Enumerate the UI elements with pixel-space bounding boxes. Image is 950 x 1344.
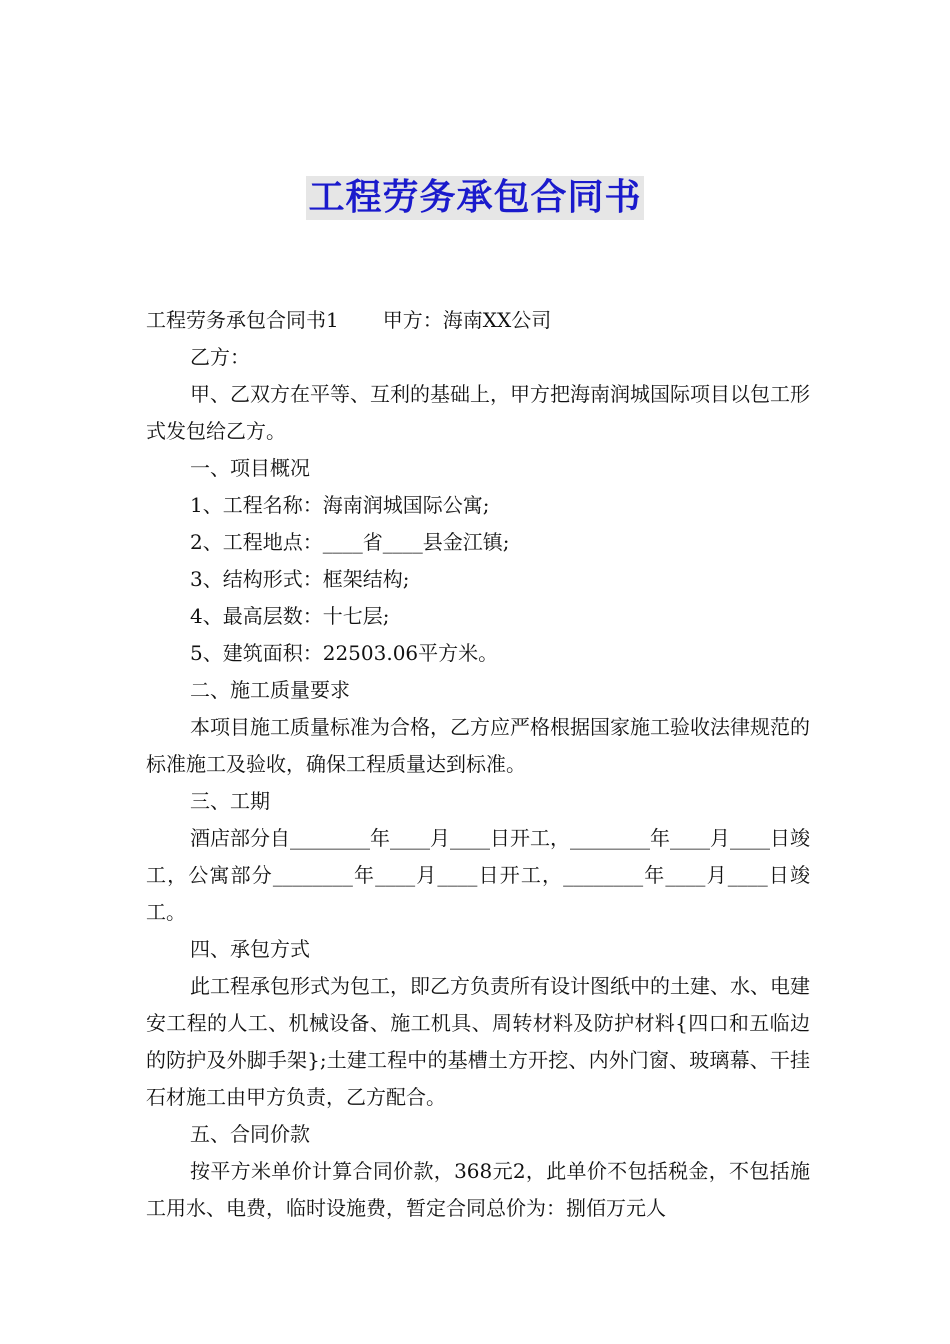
header-left: 工程劳务承包合同书1 [146, 308, 339, 332]
section-heading-method: 四、承包方式 [190, 937, 310, 961]
quality-paragraph: 本项目施工质量标准为合格，乙方应严格根据国家施工验收法律规范的标准施工及验收，确保工程质量达到标准。 [146, 715, 810, 776]
overview-item: 2、工程地点：____省____县金江镇; [190, 530, 510, 554]
title-wrap [0, 176, 950, 220]
section-heading-price: 五、合同价款 [190, 1122, 310, 1146]
intro-paragraph: 甲、乙双方在平等、互利的基础上，甲方把海南润城国际项目以包工形式发包给乙方。 [146, 382, 810, 443]
header-right: 甲方：海南XX公司 [382, 308, 552, 332]
section-heading-overview: 一、项目概况 [190, 456, 310, 480]
party-b-line: 乙方： [190, 345, 250, 369]
document-body [146, 302, 810, 1227]
overview-item: 3、结构形式：框架结构; [190, 567, 410, 591]
document-title: 工程劳务承包合同书 [308, 177, 642, 218]
price-paragraph: 按平方米单价计算合同价款，368元2，此单价不包括税金，不包括施工用水、电费，临时设施费，暂定合同总价为：捌佰万元人 [146, 1159, 810, 1220]
overview-item: 1、工程名称：海南润城国际公寓; [190, 493, 490, 517]
schedule-paragraph: 酒店部分自________年____月____日开工，________年____月____日竣工，公寓部分________年____月____日开工，________年____月____日竣工。 [146, 826, 810, 924]
overview-item: 4、最高层数：十七层; [190, 604, 390, 628]
header-line [146, 302, 810, 339]
overview-item: 5、建筑面积：22503.06平方米。 [190, 641, 499, 665]
method-paragraph: 此工程承包形式为包工，即乙方负责所有设计图纸中的土建、水、电建安工程的人工、机械设备、施工机具、周转材料及防护材料{四口和五临边的防护及外脚手架};土建工程中的基槽土方开挖、内外门窗、玻璃幕、干挂石材施工由甲方负责，乙方配合。 [146, 974, 810, 1109]
section-heading-schedule: 三、工期 [190, 789, 270, 813]
section-heading-quality: 二、施工质量要求 [190, 678, 350, 702]
